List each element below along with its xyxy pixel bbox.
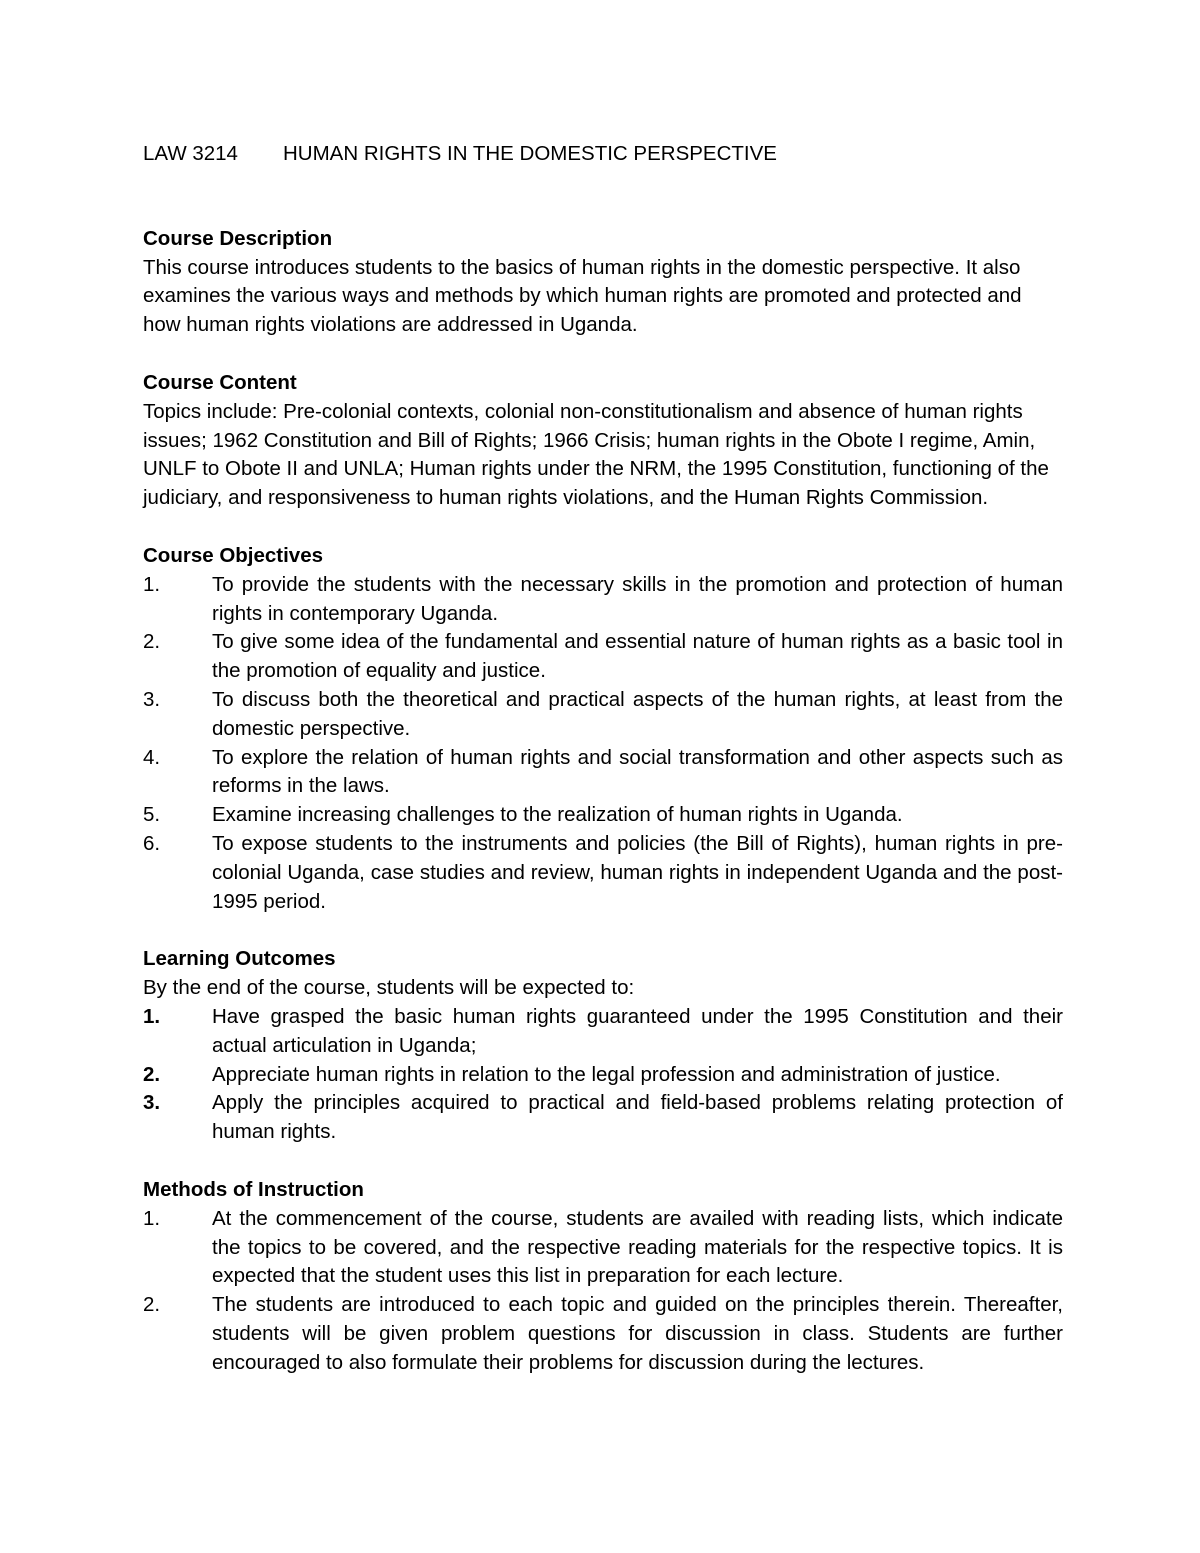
list-item	[143, 801, 1063, 830]
list-item	[143, 1003, 1063, 1061]
list-item	[143, 1205, 1063, 1291]
course-code: LAW 3214	[143, 142, 238, 165]
learning-outcomes-heading: Learning Outcomes	[143, 947, 336, 971]
item-text: Have grasped the basic human rights guaranteed under the 1995 Constitution and their actual articulation in Uganda;	[212, 1004, 1063, 1057]
list-item	[143, 830, 1063, 916]
methods-of-instruction-section	[143, 1176, 1063, 1378]
course-name: HUMAN RIGHTS IN THE DOMESTIC PERSPECTIVE	[283, 142, 777, 165]
item-number: 2.	[143, 1293, 161, 1317]
course-content-heading: Course Content	[143, 370, 297, 394]
item-text: To explore the relation of human rights and social transformation and other aspects such as reforms in the laws.	[212, 745, 1063, 798]
list-item	[143, 628, 1063, 686]
course-objectives-section	[143, 542, 1063, 916]
list-item	[143, 1061, 1063, 1090]
list-item	[143, 744, 1063, 802]
item-text: To give some idea of the fundamental and essential nature of human rights as a basic tool in the promotion of equality and justice.	[212, 630, 1063, 683]
course-content-section	[143, 369, 1063, 513]
methods-list	[143, 1205, 1063, 1378]
list-item	[143, 1291, 1063, 1377]
methods-of-instruction-heading: Methods of Instruction	[143, 1177, 364, 1201]
course-objectives-heading: Course Objectives	[143, 543, 324, 567]
item-text: Examine increasing challenges to the realization of human rights in Uganda.	[212, 803, 903, 827]
item-number: 4.	[143, 745, 161, 769]
list-item	[143, 686, 1063, 744]
learning-outcomes-section	[143, 945, 1063, 1147]
list-item	[143, 1089, 1063, 1147]
list-item	[143, 571, 1063, 629]
item-number: 1.	[143, 1206, 161, 1230]
learning-outcomes-intro: By the end of the course, students will be expected to:	[143, 976, 635, 1000]
item-text: To provide the students with the necessary skills in the promotion and protection of human rights in contemporary Uganda.	[212, 572, 1063, 625]
item-number: 1.	[143, 1004, 161, 1028]
course-title	[143, 140, 1063, 169]
objectives-list	[143, 571, 1063, 917]
item-number: 1.	[143, 572, 161, 596]
outcomes-list	[143, 1003, 1063, 1147]
item-text: Appreciate human rights in relation to the legal profession and administration of justice.	[212, 1062, 1001, 1086]
item-number: 3.	[143, 687, 161, 711]
course-description-text: This course introduces students to the basics of human rights in the domestic perspective. It also examines the various ways and methods by which human rights are promoted and protected and how human rights violations are addressed in Uganda.	[143, 255, 1022, 337]
item-number: 2.	[143, 1062, 161, 1086]
item-text: At the commencement of the course, students are availed with reading lists, which indicate the topics to be covered, and the respective reading materials for the respective topics. It is expected that the student uses this list in preparation for each lecture.	[212, 1206, 1063, 1288]
document-page	[143, 140, 1063, 1406]
item-number: 3.	[143, 1091, 161, 1115]
item-number: 5.	[143, 803, 161, 827]
item-text: The students are introduced to each topic and guided on the principles therein. Thereafter, students will be given problem questions for discussion in class. Students are further encouraged to also formulate their problems for discussion during the lectures.	[212, 1293, 1063, 1374]
item-text: To discuss both the theoretical and practical aspects of the human rights, at least from the domestic perspective.	[212, 687, 1063, 740]
item-number: 6.	[143, 831, 161, 855]
course-content-text: Topics include: Pre-colonial contexts, colonial non-constitutionalism and absence of human rights issues; 1962 Constitution and Bill of Rights; 1966 Crisis; human rights in the Obote I regime, Amin, UNLF to Obote II and UNLA; Human rights under the NRM, the 1995 Constitution, functioning of the judiciary, and responsiveness to human rights violations, and the Human Rights Commission.	[143, 399, 1049, 510]
item-text: Apply the principles acquired to practical and field-based problems relating protection of human rights.	[212, 1091, 1063, 1144]
course-description-heading: Course Description	[143, 226, 333, 250]
item-text: To expose students to the instruments and policies (the Bill of Rights), human rights in pre-colonial Uganda, case studies and review, human rights in independent Uganda and the post-1995 period.	[212, 831, 1063, 913]
item-number: 2.	[143, 630, 161, 654]
course-description-section	[143, 225, 1063, 340]
